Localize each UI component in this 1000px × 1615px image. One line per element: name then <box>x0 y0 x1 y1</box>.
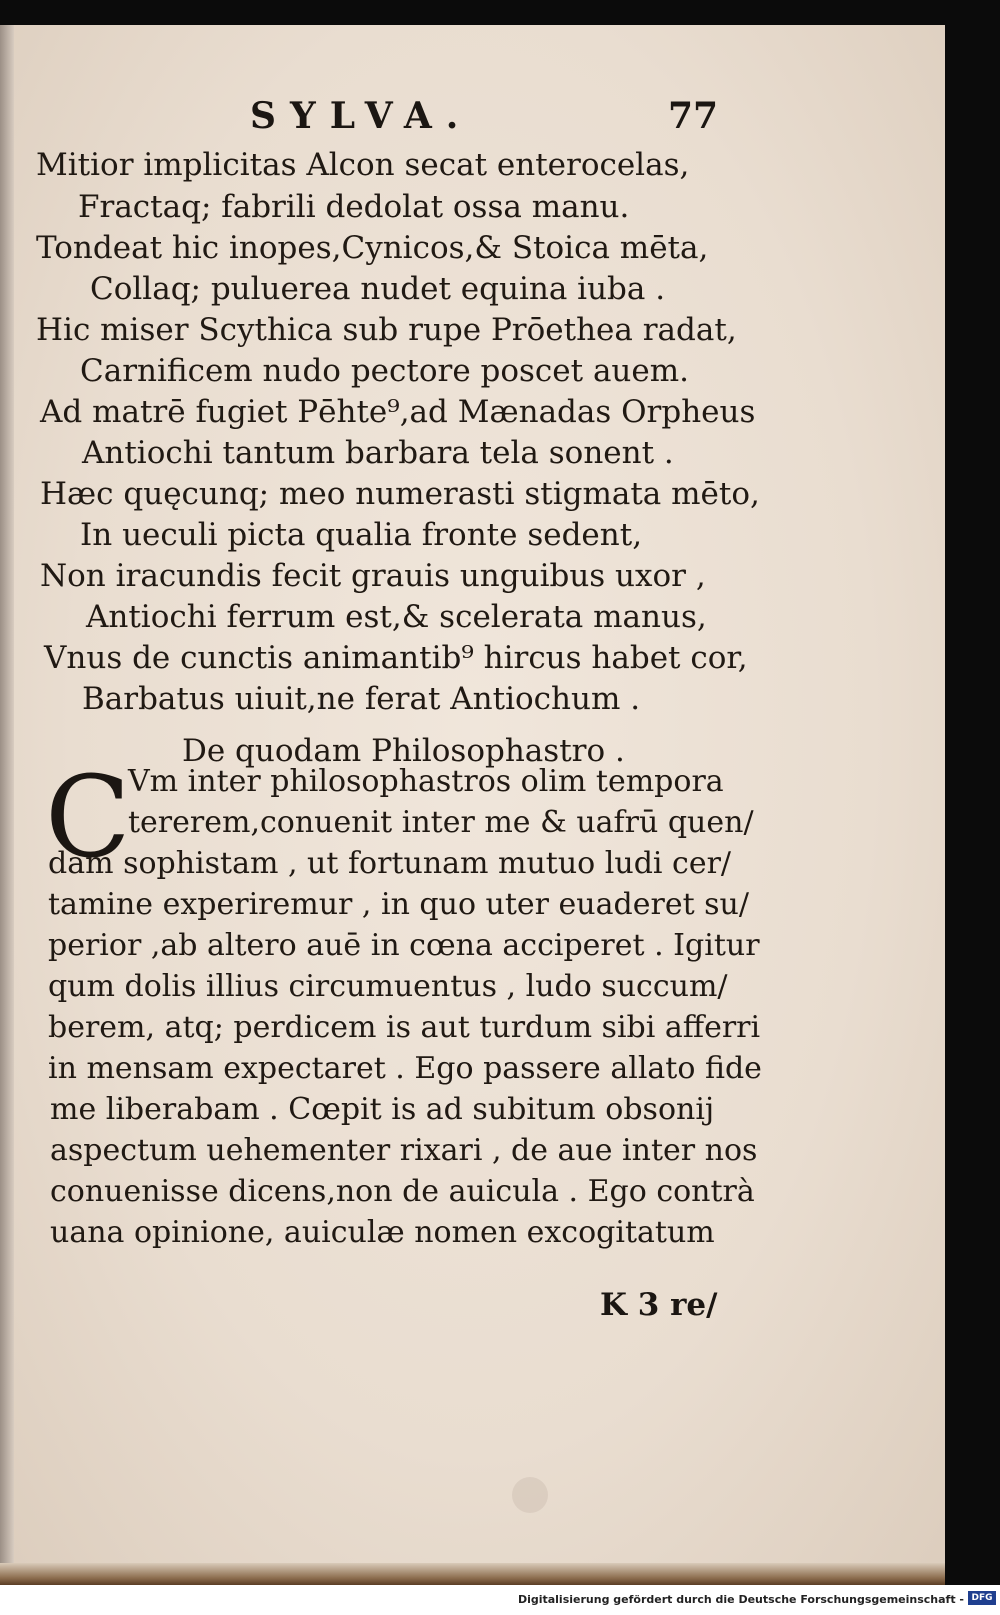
prose-line: qum dolis illius circumuentus , ludo succum/ <box>48 969 728 1004</box>
page-number: 77 <box>668 95 719 137</box>
prose-line: me liberabam . Cœpit is ad subitum obsonij <box>50 1092 715 1127</box>
dfg-logo: DFG <box>968 1591 996 1605</box>
book-page <box>0 25 945 1585</box>
section-heading: De quodam Philosophastro . <box>182 733 625 769</box>
verse-line: Ad matrē fugiet Pēhte⁹,ad Mænadas Orpheus <box>40 394 756 430</box>
verse-line: Non iracundis fecit grauis unguibus uxor , <box>40 558 706 594</box>
signature-mark: K 3 re/ <box>600 1287 718 1323</box>
drop-cap: C <box>45 753 131 883</box>
prose-line: dam sophistam , ut fortunam mutuo ludi cer/ <box>48 846 732 881</box>
verse-line: Barbatus uiuit,ne ferat Antiochum . <box>82 681 641 717</box>
verse-line: Fractaq; fabrili dedolat ossa manu. <box>78 189 630 225</box>
footer-bar <box>0 1585 1000 1615</box>
verse-line: Hic miser Scythica sub rupe Prōethea radat, <box>36 312 737 348</box>
page-bottom-edge <box>0 1563 945 1585</box>
verse-line: Mitior implicitas Alcon secat enterocelas, <box>36 147 690 183</box>
prose-line: berem, atq; perdicem is aut turdum sibi afferri <box>48 1010 761 1045</box>
prose-line: tamine experiremur , in quo uter euaderet su/ <box>48 887 749 922</box>
verse-line: Carnificem nudo pectore poscet auem. <box>80 353 689 389</box>
prose-line: uana opinione, auiculæ nomen excogitatum <box>50 1215 715 1250</box>
prose-line: tererem,conuenit inter me & uafrū quen/ <box>128 805 754 840</box>
paper-stain <box>512 1477 548 1513</box>
verse-line: Antiochi ferrum est,& scelerata manus, <box>86 599 707 635</box>
verse-line: Collaq; puluerea nudet equina iuba . <box>90 271 666 307</box>
verse-line: Hæc quęcunq; meo numerasti stigmata mēto, <box>40 476 760 512</box>
verse-line: Tondeat hic inopes,Cynicos,& Stoica mēta, <box>36 230 709 266</box>
footer-credit: Digitalisierung gefördert durch die Deutsche Forschungsgemeinschaft - <box>517 1593 964 1606</box>
prose-line: aspectum uehementer rixari , de aue inter nos <box>50 1133 758 1168</box>
prose-line: in mensam expectaret . Ego passere allato fide <box>48 1051 762 1086</box>
verse-line: Vnus de cunctis animantib⁹ hircus habet cor, <box>44 640 748 676</box>
running-title: SYLVA. <box>250 95 473 137</box>
page-left-edge <box>0 25 14 1585</box>
prose-line: conuenisse dicens,non de auicula . Ego contrà <box>50 1174 755 1209</box>
verse-line: Antiochi tantum barbara tela sonent . <box>82 435 674 471</box>
prose-line: Vm inter philosophastros olim tempora <box>128 764 724 799</box>
verse-line: In ueculi picta qualia fronte sedent, <box>80 517 643 553</box>
prose-line: perior ,ab altero auē in cœna acciperet . Igitur <box>48 928 760 963</box>
